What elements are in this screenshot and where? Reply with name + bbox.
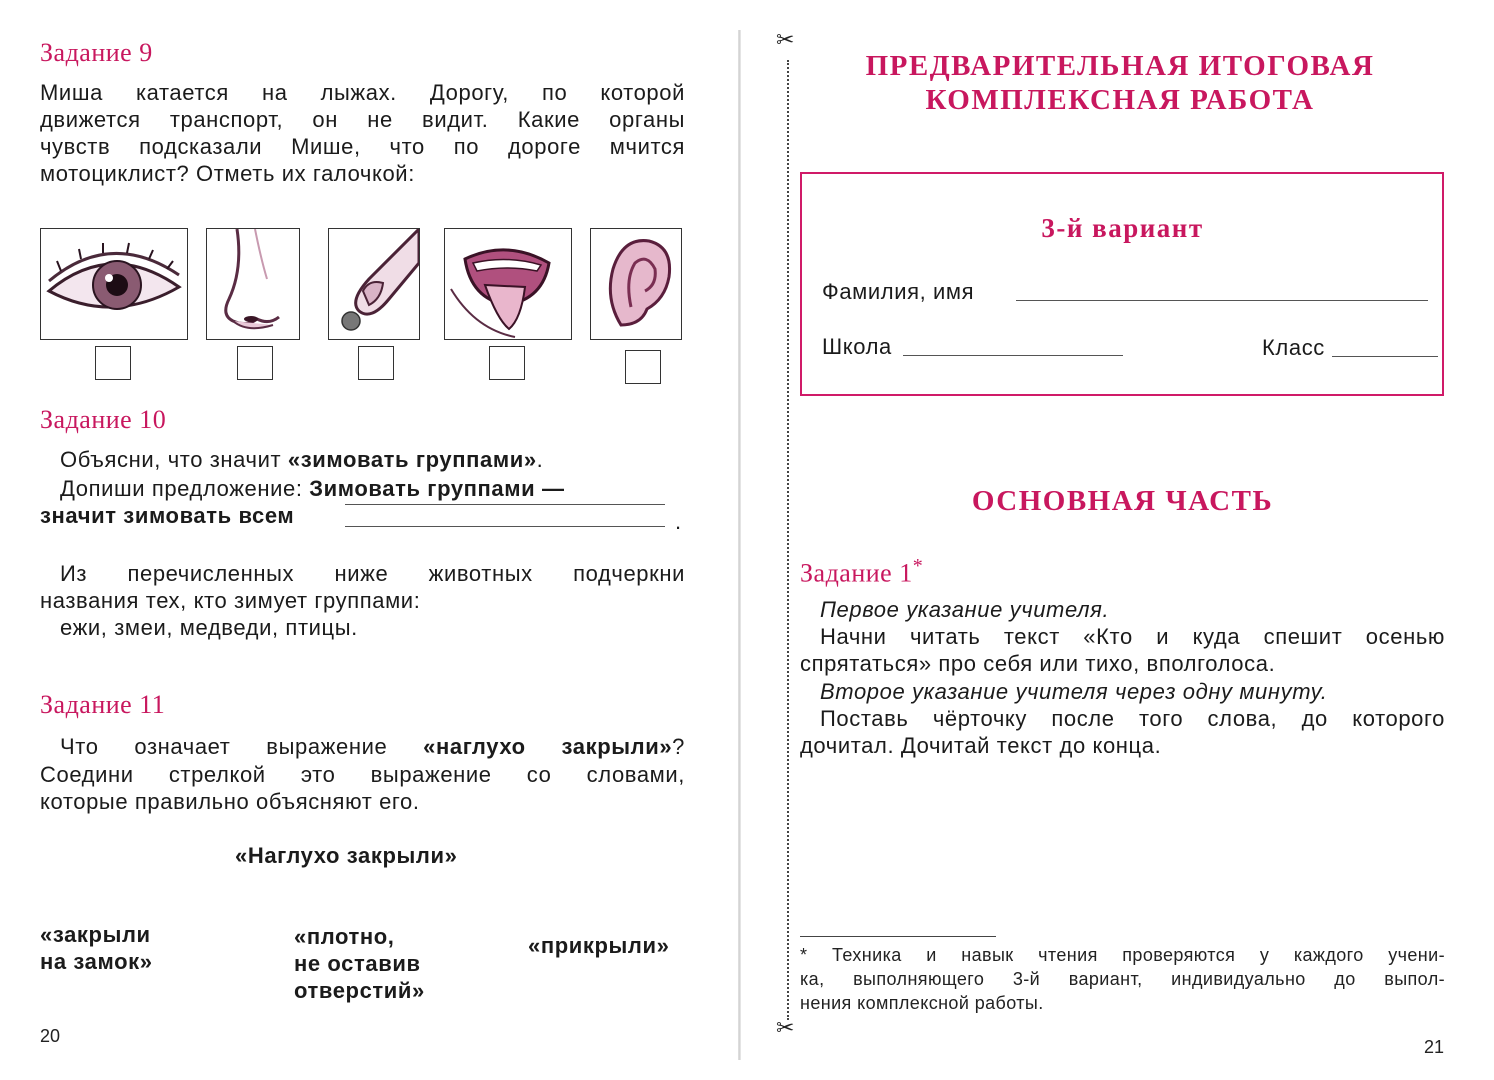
- task10-title: Задание 10: [40, 405, 167, 434]
- phrase-target[interactable]: «Наглухо закрыли»: [235, 843, 458, 868]
- footnote-marker: *: [912, 555, 924, 577]
- mouth-icon: [444, 228, 572, 340]
- finger-icon: [328, 228, 420, 340]
- cut-line: [787, 60, 789, 1020]
- task9-line: движется транспорт, он не видит. Какие органы: [40, 107, 685, 132]
- task1-text: дочитал. Дочитай текст до конца.: [800, 733, 1162, 758]
- checkbox-mouth[interactable]: [489, 346, 525, 380]
- variant-label: 3-й вариант: [1041, 213, 1204, 243]
- footnote-line: нения комплексной работы.: [800, 993, 1044, 1013]
- task11-line1: [60, 733, 685, 760]
- task11-line2: Соедини стрелкой это выражение со словами,: [40, 762, 685, 787]
- task10-para-line: Из перечисленных ниже животных подчеркни: [60, 561, 685, 586]
- nose-icon: [206, 228, 300, 340]
- title-text: Задание 1: [800, 558, 913, 588]
- checkbox-ear[interactable]: [625, 350, 661, 384]
- phrase-bold: Зимовать группами —: [309, 476, 565, 501]
- task10-line1: [60, 446, 700, 473]
- task11-line3: которые правильно объясняют его.: [40, 789, 420, 814]
- school-field[interactable]: [903, 355, 1123, 356]
- task9-line: Миша катается на лыжах. Дорогу, по которой: [40, 80, 685, 105]
- task10-line2: [60, 475, 700, 502]
- task1-text: спрятаться» про себя или тихо, вполголоса.: [800, 651, 1276, 676]
- checkbox-nose[interactable]: [237, 346, 273, 380]
- text: Что означает выражение: [60, 734, 424, 759]
- name-field[interactable]: [1016, 300, 1428, 301]
- animals-list[interactable]: ежи, змеи, медведи, птицы.: [60, 615, 358, 640]
- answer-line[interactable]: [345, 504, 665, 505]
- task9-line: мотоциклист? Отметь их галочкой:: [40, 161, 415, 186]
- option-text: «плотно,: [294, 924, 395, 949]
- task10-line3: значит зимовать всем: [40, 503, 295, 528]
- text: ?: [672, 734, 685, 759]
- task1-text: Поставь чёрточку после того слова, до которого: [820, 706, 1445, 731]
- footnote-line: ка, выполняющего 3-й вариант, индивидуально до выпол-: [800, 969, 1445, 989]
- class-field[interactable]: [1332, 356, 1438, 357]
- eye-icon: [40, 228, 188, 340]
- heading-line1: ПРЕДВАРИТЕЛЬНАЯ ИТОГОВАЯ: [865, 50, 1375, 82]
- task10-para-line: названия тех, кто зимует группами:: [40, 588, 421, 613]
- task1-text: Начни читать текст «Кто и куда спешит осенью: [820, 624, 1445, 649]
- text: Допиши предложение:: [60, 476, 310, 501]
- class-label: Класс: [1262, 335, 1325, 360]
- option-3[interactable]: «прикрыли»: [528, 933, 670, 958]
- task9-line: чувств подсказали Мише, что по дороге мчится: [40, 134, 685, 159]
- name-label: Фамилия, имя: [822, 279, 975, 304]
- scissors-icon: ✂: [776, 28, 795, 53]
- left-page: [0, 0, 745, 1080]
- text: .: [536, 447, 544, 472]
- answer-line[interactable]: [345, 526, 665, 527]
- footnote-rule: [800, 936, 996, 937]
- option-text: на замок»: [40, 949, 153, 974]
- instruction-2: Второе указание учителя через одну минуту.: [820, 679, 1328, 704]
- option-1[interactable]: [40, 921, 153, 975]
- task9-title: Задание 9: [40, 38, 153, 67]
- option-text: «закрыли: [40, 922, 151, 947]
- task11-title: Задание 11: [40, 690, 166, 719]
- option-2[interactable]: [294, 923, 425, 1004]
- page-number: 21: [1424, 1037, 1445, 1057]
- task1-title: [800, 555, 923, 589]
- checkbox-finger[interactable]: [358, 346, 394, 380]
- phrase-bold: «зимовать группами»: [287, 447, 537, 472]
- section-title: ОСНОВНАЯ ЧАСТЬ: [971, 485, 1274, 517]
- phrase-bold: «наглухо закрыли»: [423, 734, 673, 759]
- instruction-1: Первое указание учителя.: [820, 597, 1110, 622]
- scissors-icon: ✂: [776, 1016, 795, 1041]
- text: Объясни, что значит: [60, 447, 288, 472]
- school-label: Школа: [822, 334, 892, 359]
- checkbox-eye[interactable]: [95, 346, 131, 380]
- period: .: [675, 509, 682, 534]
- heading-line2: КОМПЛЕКСНАЯ РАБОТА: [925, 84, 1315, 116]
- page-number: 20: [40, 1026, 61, 1046]
- footnote-line: * Техника и навык чтения проверяются у каждого учени-: [800, 945, 1445, 965]
- option-text: не оставив: [294, 951, 421, 976]
- ear-icon: [590, 228, 682, 340]
- option-text: отверстий»: [294, 978, 425, 1003]
